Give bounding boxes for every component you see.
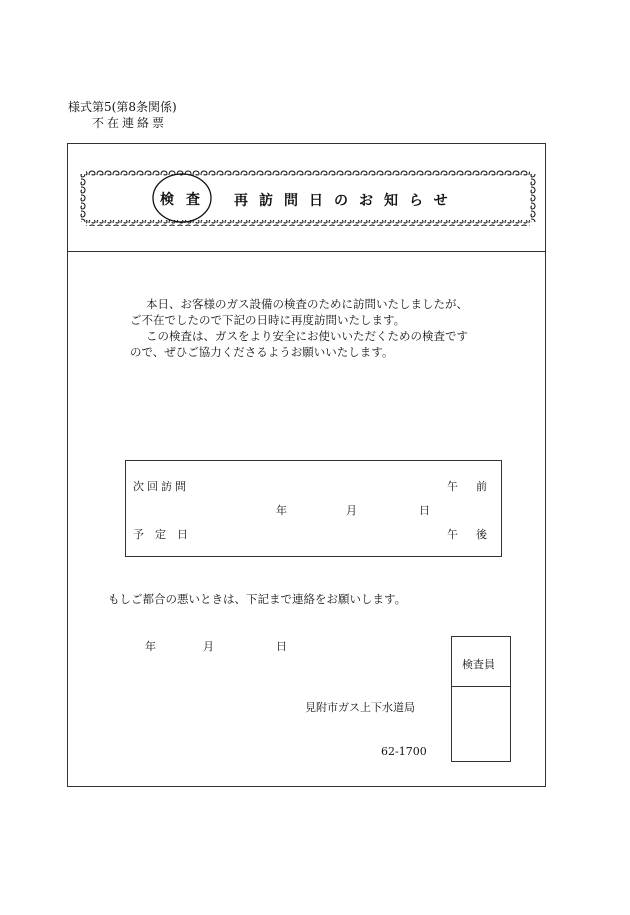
body-line-2: ご不在でしたので下記の日時に再度訪問いたします。 [130, 313, 406, 327]
notice-title: 再訪問日のお知らせ [234, 193, 459, 209]
next-visit-label: 次回訪問 [133, 480, 189, 493]
body-line-4: ので、ぜひご協力くださるようお願いいたします。 [130, 345, 394, 359]
issue-month-label: 月 [203, 640, 214, 653]
body-line-1: 本日、お客様のガス設備の検査のために訪問いたしましたが、 [146, 297, 468, 311]
header-divider [67, 251, 546, 252]
form-subtitle: 不在連絡票 [92, 116, 168, 130]
visit-day-label: 日 [419, 504, 430, 517]
visit-month-label: 月 [346, 504, 357, 517]
issue-year-label: 年 [145, 640, 156, 653]
body-line-3: この検査は、ガスをより安全にお使いいただくための検査です [146, 329, 468, 343]
circled-word: 検査 [160, 192, 212, 208]
phone-number: 62-1700 [381, 745, 427, 758]
am-label: 午前 [447, 480, 505, 493]
visit-year-label: 年 [276, 504, 287, 517]
scheduled-date-label: 予定日 [133, 528, 199, 541]
pm-label: 午後 [447, 528, 505, 541]
next-visit-box [125, 460, 502, 557]
contact-note: もしご都合の悪いときは、下記まで連絡をお願いします。 [108, 592, 407, 606]
form-number-label: 様式第5(第8条関係) [68, 100, 177, 114]
issue-day-label: 日 [276, 640, 287, 653]
inspector-stamp-divider [451, 686, 511, 687]
inspector-label: 検査員 [462, 658, 495, 671]
inspector-stamp-box [451, 636, 511, 762]
office-name: 見附市ガス上下水道局 [305, 701, 415, 714]
